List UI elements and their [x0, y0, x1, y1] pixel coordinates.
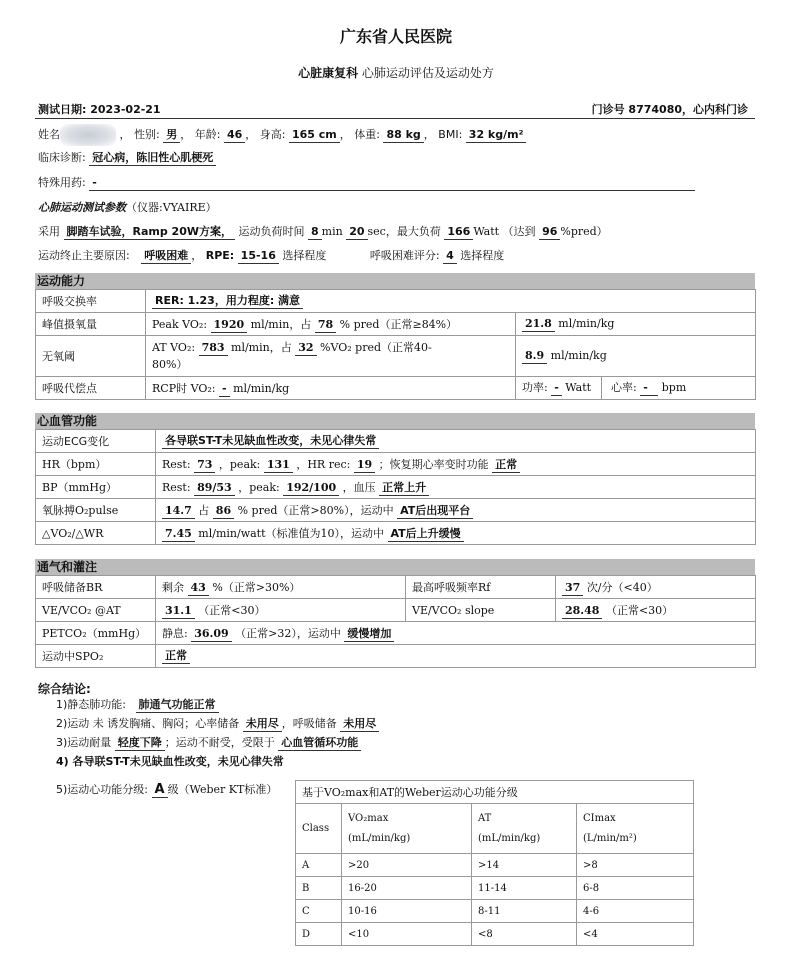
stop-row: 运动终止主要原因: 呼吸困难 ， RPE: 15-16 选择程度 呼吸困难评分: 4 选择程度: [38, 249, 505, 262]
hr-row-label: HR（bpm）: [36, 453, 156, 476]
weber-h-vo2-unit: (mL/min/kg): [348, 832, 411, 844]
load-min: 8: [308, 225, 322, 240]
drug-label: 特殊用药:: [38, 176, 86, 189]
bp-response: 正常上升: [379, 481, 429, 496]
c1-value: 肺通气功能正常: [136, 698, 219, 713]
weber-cell: 16-20: [342, 877, 472, 900]
test-date: 测试日期: 2023-02-21: [38, 103, 161, 116]
hospital-title: 广东省人民医院: [339, 27, 452, 46]
c3-value: 轻度下降: [115, 736, 165, 751]
slope-label: VE/VCO₂ slope: [406, 599, 556, 622]
rpe-tail: 选择程度: [282, 249, 327, 262]
min-unit: min: [321, 225, 343, 238]
load-sec: 20: [346, 225, 367, 240]
weber-h-ci: [577, 804, 694, 854]
ecg-label: 运动ECG变化: [36, 430, 156, 453]
use-label: 采用: [38, 225, 60, 238]
slope-tail: （正常<30）: [605, 603, 674, 617]
petco2-row: [36, 622, 756, 645]
cpet-title-row: [38, 199, 217, 217]
c2-hr: 未用尽: [243, 717, 282, 732]
sec-unit: sec，最大负荷: [367, 225, 441, 238]
c3-b: ；运动不耐受，受限于: [164, 736, 275, 749]
weber-cell: >14: [472, 854, 577, 877]
br-row: [36, 576, 756, 599]
hr-peak-label: ，peak:: [218, 457, 261, 471]
dvo2-response: AT后上升缓慢: [388, 527, 464, 542]
c2-a: 2)运动: [56, 717, 90, 730]
conclusion-5: [56, 781, 277, 799]
weber-row-c: [296, 900, 694, 923]
weber-cell: <4: [577, 923, 694, 946]
section-vent: 通气和灌注: [35, 559, 755, 575]
dvo2-label: △VO₂/△WR: [36, 522, 156, 545]
spo2-row: [36, 645, 756, 668]
diagnosis-row: [38, 149, 216, 167]
weber-h-at: [472, 804, 577, 854]
o2pulse-pct: 86: [213, 504, 234, 519]
vevco2-row: [36, 599, 756, 622]
weber-cell: 6-8: [577, 877, 694, 900]
petco2-response: 缓慢增加: [344, 627, 394, 642]
cardio-table: [35, 429, 756, 545]
bp-label: BP（mmHg）: [36, 476, 156, 499]
age-label: 年龄:: [194, 128, 221, 141]
hr-rest: 73: [194, 458, 215, 473]
section-capacity: 运动能力: [35, 273, 755, 289]
sex-value: 男: [163, 128, 180, 143]
age-value: 46: [224, 128, 245, 143]
diagnosis-label: 临床诊断:: [38, 151, 86, 164]
weber-cell: 11-14: [472, 877, 577, 900]
weber-cell: C: [296, 900, 342, 923]
peak-pct-unit: % pred（正常≥84%）: [339, 317, 458, 331]
cpet-device: （仪器:VYAIRE）: [126, 201, 217, 214]
dyspnea-label: 呼吸困难评分:: [369, 249, 440, 262]
weber-cell: A: [296, 854, 342, 877]
conclusion-2: [56, 715, 379, 733]
conclusion-1: [56, 696, 219, 714]
c3-a: 3)运动耐量: [56, 736, 112, 749]
stop-label: 运动终止主要原因:: [38, 249, 130, 262]
weber-cell: >8: [577, 854, 694, 877]
br-tail: %（正常>30%）: [212, 580, 301, 594]
ecg-row: [36, 430, 756, 453]
dvo2-row: [36, 522, 756, 545]
rcp-vo2: -: [219, 382, 230, 397]
max-load: 166: [444, 225, 473, 240]
o2pulse-mid: 占: [198, 503, 210, 517]
at-pct-unit2: 80%）: [152, 358, 188, 371]
hr-rec: 19: [354, 458, 375, 473]
dvo2-value: 7.45: [162, 527, 195, 542]
conclusion-4: 4) 各导联ST-T未见缺血性改变，未见心律失常: [56, 755, 284, 768]
weber-cell: >20: [342, 854, 472, 877]
bmi-label: BMI:: [438, 128, 463, 141]
bmi-value: 32 kg/m²: [466, 128, 527, 143]
weber-h-vo2-name: VO₂max: [348, 812, 389, 824]
weber-cell: D: [296, 923, 342, 946]
peak-label: 峰值摄氧量: [36, 313, 146, 336]
weber-cell: 8-11: [472, 900, 577, 923]
o2pulse-response: AT后出现平台: [397, 504, 473, 519]
c2-b: 未 诱发胸痛、胸闷；心率储备: [92, 717, 240, 730]
weber-row-d: [296, 923, 694, 946]
capacity-table: [35, 289, 756, 400]
dept-name: 心脏康复科: [298, 66, 359, 80]
weber-row-a: [296, 854, 694, 877]
height-label: 身高:: [259, 128, 286, 141]
c2-c: ，呼吸储备: [281, 717, 337, 730]
vevco2-value: 31.1: [162, 604, 195, 619]
dvo2-tail: ml/min/watt（标准值为10），运动中: [198, 526, 385, 540]
at-prefix: AT VO₂:: [152, 341, 196, 354]
br-label: 呼吸储备BR: [36, 576, 156, 599]
hr-label: 心率:: [611, 381, 637, 394]
pred-pct: 96: [539, 225, 560, 240]
rer-label: 呼吸交换率: [36, 290, 146, 313]
at-row: [36, 336, 756, 377]
c1-label: 1)静态肺功能:: [56, 698, 126, 711]
peak-row: [36, 313, 756, 336]
rf-value: 37: [562, 581, 583, 596]
weber-cell: 10-16: [342, 900, 472, 923]
weight-label: 体重:: [354, 128, 380, 141]
section-cardio: 心血管功能: [35, 413, 755, 429]
rcp-prefix: RCP时 VO₂:: [152, 381, 216, 395]
weber-caption: 基于VO₂max和AT的Weber运动心功能分级: [296, 781, 694, 804]
hr-rest-label: Rest:: [162, 457, 191, 471]
rcp-label: 呼吸代偿点: [36, 377, 146, 400]
power-value: -: [551, 381, 562, 396]
protocol-row: [38, 223, 608, 241]
hr-value: -: [640, 381, 658, 396]
weber-cell: <8: [472, 923, 577, 946]
hr-tail: ；恢复期心率变时功能: [378, 457, 489, 471]
drug-row: [38, 174, 695, 192]
petco2-value: 36.09: [191, 627, 231, 642]
bp-mid: ，血压: [342, 480, 376, 494]
weber-header-row: [296, 804, 694, 854]
power-unit: Watt: [565, 381, 592, 394]
hr-rec-label: ，HR rec:: [296, 457, 351, 471]
power-label: 功率:: [522, 381, 548, 394]
clinic-number: 门诊号 8774080，心内科门诊: [591, 103, 748, 116]
dept-line: [0, 64, 792, 81]
petco2-label: PETCO₂（mmHg）: [36, 622, 156, 645]
vent-table: [35, 575, 756, 668]
slope-value: 28.48: [562, 604, 602, 619]
patient-row: 姓名 ， 性别: 男 ， 年龄: 46 ， 身高: 165 cm ， 体重: 88 kg ， BMI: 32 kg/m²: [38, 124, 526, 142]
at-label: 无氧阈: [36, 336, 146, 377]
hr-peak: 131: [264, 458, 293, 473]
at-kg: 8.9: [522, 349, 547, 364]
petco2-tail: （正常>32），运动中: [235, 626, 341, 640]
at-unit: ml/min，占: [231, 341, 292, 354]
peak-pct: 78: [315, 318, 336, 333]
o2pulse-tail: % pred（正常>80%），运动中: [237, 503, 394, 517]
o2pulse-value: 14.7: [162, 504, 195, 519]
vevco2-tail: （正常<30）: [198, 603, 266, 617]
bp-peak-label: ，peak:: [238, 480, 280, 494]
weber-cell: 4-6: [577, 900, 694, 923]
conclusion-head: 综合结论:: [38, 682, 91, 696]
hr-func: 正常: [492, 458, 520, 473]
drug-value: -: [89, 176, 695, 191]
weber-table: [295, 780, 694, 946]
peak-vo2: 1920: [211, 318, 248, 333]
dyspnea-value: 4: [443, 249, 457, 264]
weber-h-class: Class: [296, 804, 342, 854]
weber-h-ci-name: CImax: [583, 812, 616, 824]
weber-cell: <10: [342, 923, 472, 946]
bp-peak: 192/100: [283, 481, 339, 496]
weber-h-ci-unit: (L/min/m²): [583, 832, 637, 844]
spo2-value: 正常: [162, 649, 190, 664]
hr-unit: bpm: [661, 381, 687, 394]
ecg-value: 各导联ST-T未见缺血性改变，未见心律失常: [162, 434, 379, 449]
rer-value: RER: 1.23，用力程度: 满意: [152, 294, 303, 309]
rpe-value: 15-16: [238, 249, 279, 264]
c5-grade: A: [152, 783, 168, 798]
name-blurred: [60, 124, 116, 146]
bp-rest-label: Rest:: [162, 480, 191, 494]
dyspnea-tail: 选择程度: [460, 249, 505, 262]
rcp-unit: ml/min/kg: [233, 381, 290, 395]
protocol-value: 脚踏车试验，Ramp 20W方案，: [64, 225, 236, 240]
watt-label: Watt （达到: [473, 225, 536, 238]
rf-label: 最高呼吸频率Rf: [406, 576, 556, 599]
rer-row: [36, 290, 756, 313]
petco2-prefix: 静息:: [162, 626, 188, 640]
vevco2-label: VE/VCO₂ @AT: [36, 599, 156, 622]
weber-h-vo2: [342, 804, 472, 854]
peak-prefix: Peak VO₂:: [152, 317, 208, 331]
at-pct: 32: [295, 341, 316, 356]
o2pulse-row: [36, 499, 756, 522]
weber-h-at-unit: (mL/min/kg): [478, 832, 541, 844]
power-hr-sep: [601, 377, 602, 399]
c5-label: 5)运动心功能分级:: [56, 783, 148, 796]
rf-tail: 次/分（<40）: [586, 580, 658, 594]
at-kg-unit: ml/min/kg: [550, 348, 607, 362]
hr-row: [36, 453, 756, 476]
peak-kg-unit: ml/min/kg: [558, 316, 615, 330]
load-time-label: 运动负荷时间: [238, 225, 305, 238]
bp-rest: 89/53: [194, 481, 235, 496]
height-value: 165 cm: [289, 128, 340, 143]
at-pct-unit: %VO₂ pred（正常40-: [320, 341, 432, 354]
name-label: 姓名: [38, 128, 60, 141]
br-value: 43: [188, 581, 209, 596]
weber-cell: B: [296, 877, 342, 900]
conclusion-3: [56, 734, 361, 752]
o2pulse-label: 氧脉搏O₂pulse: [36, 499, 156, 522]
weber-caption-row: [296, 781, 694, 804]
peak-kg: 21.8: [522, 317, 555, 332]
dept-subtitle: 心肺运动评估及运动处方: [361, 66, 494, 80]
weber-row-b: [296, 877, 694, 900]
at-vo2: 783: [199, 341, 228, 356]
cpet-title: 心肺运动测试参数: [38, 201, 126, 214]
br-prefix: 剩余: [162, 580, 184, 594]
sex-label: 性别:: [134, 128, 160, 141]
spo2-label: 运动中SPO₂: [36, 645, 156, 668]
diagnosis-value: 冠心病，陈旧性心肌梗死: [89, 151, 216, 166]
weber-h-at-name: AT: [478, 812, 492, 824]
rpe-label: RPE:: [205, 249, 235, 262]
rcp-row: [36, 377, 756, 400]
bp-row: [36, 476, 756, 499]
peak-unit: ml/min，占: [250, 317, 312, 331]
stop-reason: 呼吸困难: [141, 249, 191, 264]
header-divider: [35, 118, 755, 119]
weight-value: 88 kg: [383, 128, 423, 143]
c3-limit: 心血管循环功能: [278, 736, 361, 751]
c2-br: 未用尽: [340, 717, 379, 732]
pred-unit: %pred）: [560, 225, 608, 238]
c5-tail: 级（Weber KT标准）: [167, 783, 278, 796]
